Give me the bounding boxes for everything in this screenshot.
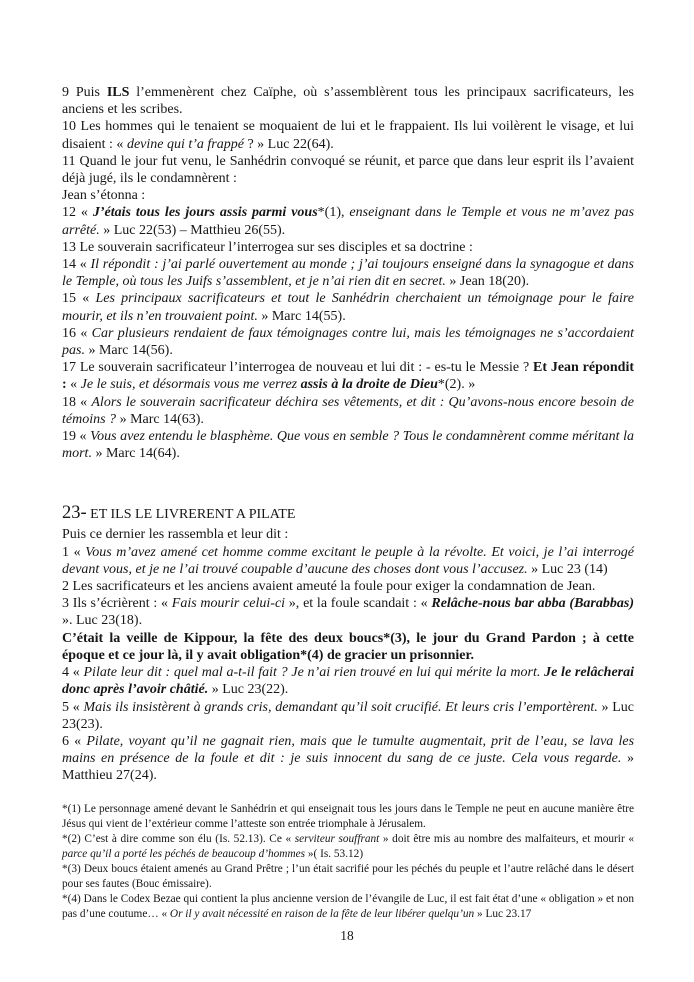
text-segment: 9 Puis bbox=[62, 85, 107, 100]
text-segment: » Luc 23(23). bbox=[62, 699, 635, 732]
text-segment: parce qu’il a porté les péchés de beaucoup d’hommes bbox=[62, 847, 306, 860]
text-segment: 6 « bbox=[62, 733, 87, 749]
text-paragraph bbox=[62, 118, 634, 152]
text-paragraph bbox=[62, 290, 634, 324]
text-segment: serviteur souffrant bbox=[294, 832, 380, 845]
text-segment: Il répondit : j’ai parlé ouvertement au monde ; j’ai toujours enseigné dans la synagogue et dans le Temple, où tous les Juifs s’assemblent, et je n’ai rien dit en secret. bbox=[62, 257, 634, 290]
text-segment: *(1) Le personnage amené devant le Sanhédrin et qui enseignait tous les jours dans le Temple ne peut en aucune manière être Jésus qui vient de l’extérieur comme l’atteste son entrée triomphale à Jérusalem. bbox=[62, 802, 634, 830]
text-segment: 11 Quand le jour fut venu, le Sanhédrin convoqué se réunit, et parce que dans leur esprit ils l’avaient déjà jugé, ils le condamnèrent : bbox=[62, 153, 634, 187]
text-segment: » Marc 14(63). bbox=[116, 411, 204, 427]
text-segment: » Luc 23.17 bbox=[474, 907, 532, 920]
text-segment: » Luc 22(53) – Matthieu 26(55). bbox=[99, 222, 286, 238]
text-paragraph bbox=[62, 359, 634, 393]
text-segment: 5 « bbox=[62, 699, 84, 715]
text-segment: *(2). » bbox=[437, 377, 476, 393]
text-segment: 19 « bbox=[62, 429, 91, 445]
text-paragraph bbox=[62, 394, 634, 428]
text-paragraph bbox=[62, 664, 634, 698]
text-segment: 3 Ils s’écrièrent : « bbox=[62, 596, 172, 612]
text-segment: Relâche-nous bar abba (Barabbas) bbox=[431, 596, 634, 612]
text-segment: *(1), bbox=[317, 205, 350, 221]
text-segment: 13 Le souverain sacrificateur l’interrogea sur ses disciples et sa doctrine : bbox=[62, 239, 473, 255]
text-segment: 16 « bbox=[62, 325, 92, 341]
text-segment: Pilate leur dit : quel mal a-t-il fait ? Je n’ai rien trouvé en lui qui mérite la mort. bbox=[83, 665, 545, 681]
footnote bbox=[62, 802, 634, 832]
page-number: 18 bbox=[340, 928, 354, 943]
text-segment: »( Is. 53.12) bbox=[305, 847, 364, 860]
text-segment: Puis ce dernier les rassembla et leur dit : bbox=[62, 527, 289, 543]
text-segment: 12 « bbox=[62, 205, 93, 221]
text-segment: Je le suis, et désormais vous me verrez bbox=[80, 377, 301, 393]
text-segment: 23- bbox=[62, 503, 87, 524]
text-segment: 10 Les hommes qui le tenaient se moquaient de lui et le frappaient. Ils lui voilèrent le visage, et lui disaient : « bbox=[62, 119, 634, 152]
document-content bbox=[62, 84, 634, 922]
text-segment: Pilate, voyant qu’il ne gagnait rien, mais que le tumulte augmentait, prit de l’eau, se lava les mains en présence de la foule et dit : je suis innocent du sang de ce juste. Cela vous regarde. bbox=[62, 733, 635, 767]
text-segment: assis à la droite de Dieu bbox=[300, 377, 438, 393]
text-paragraph bbox=[62, 595, 634, 629]
text-paragraph bbox=[62, 204, 634, 238]
text-paragraph bbox=[62, 699, 634, 733]
text-segment: ET ILS LE LIVRERENT A PILATE bbox=[86, 507, 296, 523]
text-paragraph bbox=[62, 84, 634, 118]
text-segment: Vous m’avez amené cet homme comme excitant le peuple à la révolte. Et voici, je l’ai interrogé devant vous, et je ne l’ai trouvé coupable d’aucune des choses dont vous l’accusez. bbox=[62, 544, 634, 577]
text-segment: Les principaux sacrificateurs et tout le Sanhédrin cherchaient un témoignage pour le faire mourir, et ils n’en trouvaient point. bbox=[62, 291, 634, 324]
text-segment: Jean s’étonna : bbox=[62, 188, 146, 204]
text-segment: » Luc 23(22). bbox=[208, 682, 289, 698]
text-segment: ILS bbox=[106, 85, 130, 100]
footnote bbox=[62, 892, 634, 922]
text-segment: », et la foule scandait : « bbox=[285, 596, 432, 612]
text-segment: enseignant dans le Temple et vous ne m’avez pas arrêté. bbox=[62, 205, 635, 238]
text-segment: Vous avez entendu le blasphème. Que vous en semble ? Tous le condamnèrent comme méritant la mort. bbox=[62, 429, 635, 462]
text-paragraph bbox=[62, 187, 634, 204]
text-segment: 18 « bbox=[62, 394, 92, 410]
text-segment: ». Luc 23(18). bbox=[62, 613, 143, 629]
text-paragraph bbox=[62, 153, 634, 187]
text-segment: 1 « bbox=[62, 544, 86, 560]
text-segment: « bbox=[66, 377, 81, 393]
text-segment: » Matthieu 27(24). bbox=[62, 751, 635, 784]
text-segment: Or il y avait nécessité en raison de la fête de leur libérer quelqu’un bbox=[169, 907, 475, 920]
text-segment: » Luc 23 (14) bbox=[527, 561, 608, 577]
text-segment: Car plusieurs rendaient de faux témoignages contre lui, mais les témoignages ne s’accordaient pas. bbox=[62, 325, 634, 359]
text-segment: Fais mourir celui-ci bbox=[171, 596, 286, 612]
text-segment: 2 Les sacrificateurs et les anciens avaient ameuté la foule pour exiger la condamnation de Jean. bbox=[62, 579, 596, 595]
text-segment: *(4) Dans le Codex Bezae qui contient la plus ancienne version de l’évangile de Luc, il est fait état d’une « obligation » et non pas d’une coutume… « bbox=[62, 892, 634, 920]
text-segment: *(3) Deux boucs étaient amenés au Grand Prêtre ; l’un était sacrifié pour les péchés du peuple et l’autre relâché dans le désert pour ses fautes (Bouc émissaire). bbox=[62, 862, 634, 890]
text-segment: devine qui t’a frappé bbox=[126, 136, 244, 152]
text-paragraph bbox=[62, 428, 634, 462]
text-paragraph bbox=[62, 325, 634, 359]
text-paragraph bbox=[62, 630, 634, 664]
text-paragraph bbox=[62, 256, 634, 290]
text-segment: *(2) C’est à dire comme son élu (Is. 52.13). Ce « bbox=[62, 832, 295, 845]
text-paragraph bbox=[62, 239, 634, 256]
text-segment: » Marc 14(56). bbox=[84, 343, 173, 359]
text-segment: 17 Le souverain sacrificateur l’interrogea de nouveau et lui dit : - es-tu le Messie ? bbox=[62, 360, 533, 376]
footnote bbox=[62, 832, 634, 862]
text-paragraph bbox=[62, 544, 634, 578]
text-segment: 4 « bbox=[62, 665, 84, 681]
text-segment: Mais ils insistèrent à grands cris, demandant qu’il soit crucifié. Et leurs cris l’emportèrent. bbox=[83, 699, 598, 715]
text-segment: l’emmenèrent chez Caïphe, où s’assemblèrent tous les principaux sacrificateurs, les anciens et les scribes. bbox=[62, 85, 634, 118]
text-segment: 15 « bbox=[62, 291, 96, 307]
text-paragraph bbox=[62, 733, 634, 785]
text-segment: » doit être mis au nombre des malfaiteurs, et mourir « bbox=[379, 832, 634, 845]
text-segment: » Jean 18(20). bbox=[445, 274, 530, 290]
text-segment: 14 « bbox=[62, 257, 91, 273]
text-paragraph bbox=[62, 578, 634, 595]
text-segment: C’était la veille de Kippour, la fête des deux boucs*(3), le jour du Grand Pardon ; à cette époque et ce jour là, il y avait obligation*(4) de gracier un prisonnier. bbox=[62, 630, 634, 663]
text-segment: J’étais tous les jours assis parmi vous bbox=[92, 205, 318, 221]
text-segment: ? » Luc 22(64). bbox=[243, 136, 334, 152]
footnote bbox=[62, 862, 634, 892]
text-segment: Et Jean répondit : bbox=[62, 360, 634, 393]
text-segment: » Marc 14(55). bbox=[257, 308, 346, 324]
section-heading bbox=[62, 502, 634, 526]
text-segment: Alors le souverain sacrificateur déchira ses vêtements, et dit : Qu’avons-nous encore besoin de témoins ? bbox=[62, 394, 634, 427]
text-segment: » Marc 14(64). bbox=[91, 446, 180, 462]
text-segment: Je le relâcherai donc après l’avoir châtié. bbox=[62, 665, 635, 698]
text-paragraph bbox=[62, 526, 634, 543]
